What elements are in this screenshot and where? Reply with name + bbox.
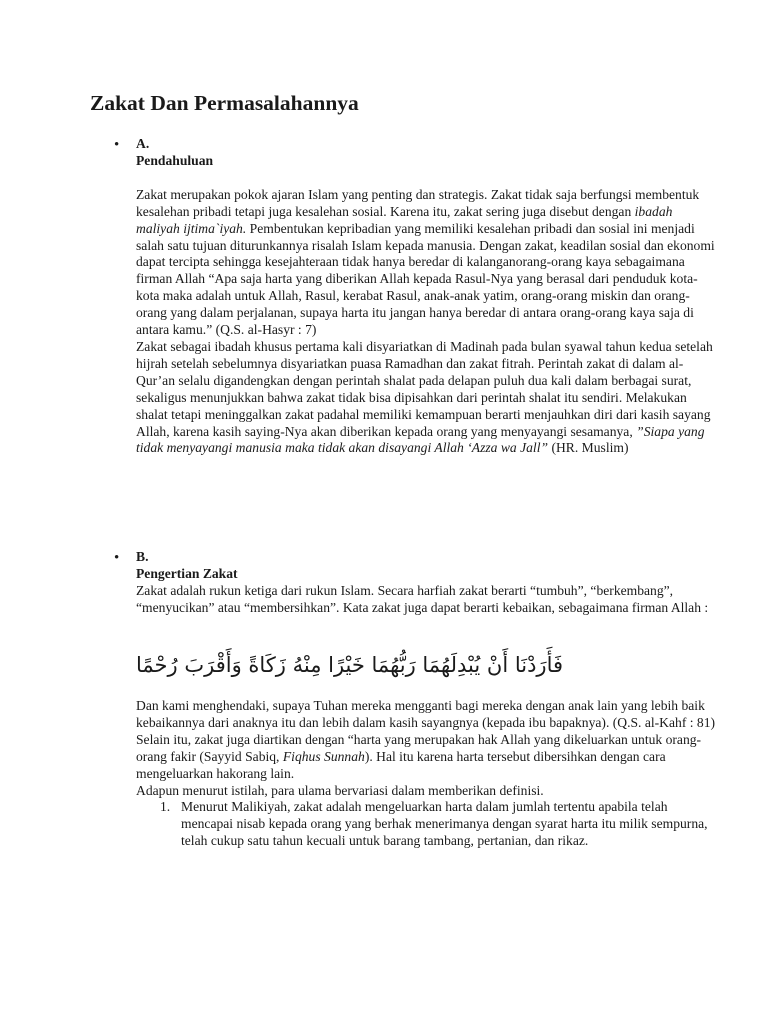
section-a-paragraph-1 [136, 187, 716, 339]
section-b-letter: B. [136, 549, 149, 564]
section-a-heading: Pendahuluan [136, 152, 214, 168]
section-b-heading: Pengertian Zakat [136, 565, 238, 581]
section-a-p2-italic: ”Siapa yang tidak menyayangi manusia maka tidak akan disayangi Allah ‘Azza wa Jall” [136, 423, 705, 456]
list-item [136, 799, 716, 850]
section-a-p2-text-end: (HR. Muslim) [548, 440, 629, 456]
section-a-paragraph-2 [136, 339, 716, 457]
section-b-p3-text: Selain itu, zakat juga diartikan dengan “harta yang merupakan hak Allah yang dikeluarkan untuk orang-orang fakir (Sayyid Sabiq, [136, 731, 702, 764]
section-b-paragraph-4: Adapun menurut istilah, para ulama bervariasi dalam memberikan definisi. [136, 782, 544, 798]
section-a [136, 136, 716, 457]
list-item-text: Menurut Malikiyah, zakat adalah mengeluarkan harta dalam jumlah tertentu apabila telah mencapai nisab kepada orang yang berhak menerimanya dengan syarat harta itu milik sempurna, telah cukup satu tahun kecuali untuk barang tambang, pertanian, dan rikaz. [181, 799, 708, 849]
section-a-p1-text-end: Pembentukan kepribadian yang memiliki kesalehan pribadi dan sosial ini menjadi salah satu tujuan diturunkannya risalah Islam kepada manusia. Dengan zakat, keadilan sosial dan ekonomi dapat tercipta sehingga kesejahteraan tidak hanya beredar di kalanganorang-orang kaya sebagaimana firman Allah “Apa saja harta yang diberikan Allah kepada Rasul-Nya yang berasal dari penduduk kota-kota maka adalah untuk Allah, Rasul, kerabat Rasul, anak-anak yatim, orang-orang miskin dan orang-orang yang dalam perjalanan, supaya harta itu jangan hanya beredar di antara orang-orang kaya saja di antara kamu.” (Q.S. al-Hasyr : 7) [136, 220, 715, 338]
section-b-paragraph-1: Zakat adalah rukun ketiga dari rukun Islam. Secara harfiah zakat berarti “tumbuh”, “berkembang”, “menyucikan” atau “membersihkan”. Kata zakat juga dapat berarti kebaikan, sebagaimana firman Allah : [136, 582, 709, 615]
section-b-top [136, 549, 716, 617]
section-b-p3-italic: Fiqhus Sunnah [282, 748, 365, 764]
bullet-a: • [114, 137, 120, 153]
section-a-p1-italic: ibadah maliyah ijtima`iyah. [136, 203, 673, 236]
document-title: Zakat Dan Permasalahannya [90, 91, 359, 115]
paragraph-gap [136, 170, 716, 187]
definition-list [136, 799, 716, 850]
section-b-body [136, 698, 716, 850]
section-b-p3-text-end: ). Hal itu karena harta tersebut dibersihkan dengan cara mengeluarkan hakorang lain. [136, 748, 666, 781]
section-a-p2-text: Zakat sebagai ibadah khusus pertama kali disyariatkan di Madinah pada bulan syawal tahun kedua setelah hijrah setelah sebelumnya disyariatkan puasa Ramadhan dan zakat fitrah. Perintah zakat di dalam al-Qur’an selalu digandengkan dengan perintah shalat pada delapan puluh dua kali dalam berbagai surat, sekaligus menunjukkan bahwa zakat tidak bisa dipisahkan dari perintah shalat itu sendiri. Melakukan shalat tetapi meninggalkan zakat padahal memiliki kemampuan berarti menjauhkan diri dari kasih sayang Allah, karena kasih saying-Nya akan diberikan kepada orang yang menyayangi sesamanya, [136, 338, 713, 439]
bullet-b: • [114, 550, 120, 566]
section-b-paragraph-3 [136, 732, 716, 783]
section-b-translation: Dan kami menghendaki, supaya Tuhan mereka mengganti bagi mereka dengan anak lain yang lebih baik kebaikannya dari anaknya itu dan lebih dalam kasih sayangnya (kepada ibu bapaknya). (Q.S. al-Kahf : 81) [136, 698, 716, 730]
arabic-verse: فَأَرَدْنَا أَنْ يُبْدِلَهُمَا رَبُّهُمَا خَيْرًا مِنْهُ زَكَاةً وَأَقْرَبَ رُحْمًا [136, 653, 564, 677]
section-a-p1-text: Zakat merupakan pokok ajaran Islam yang penting dan strategis. Zakat tidak saja berfungsi membentuk kesalehan pribadi tetapi juga kesalehan sosial. Karena itu, zakat sering juga disebut dengan [136, 186, 700, 219]
list-item-number: 1. [160, 799, 171, 815]
section-a-letter: A. [136, 136, 150, 151]
